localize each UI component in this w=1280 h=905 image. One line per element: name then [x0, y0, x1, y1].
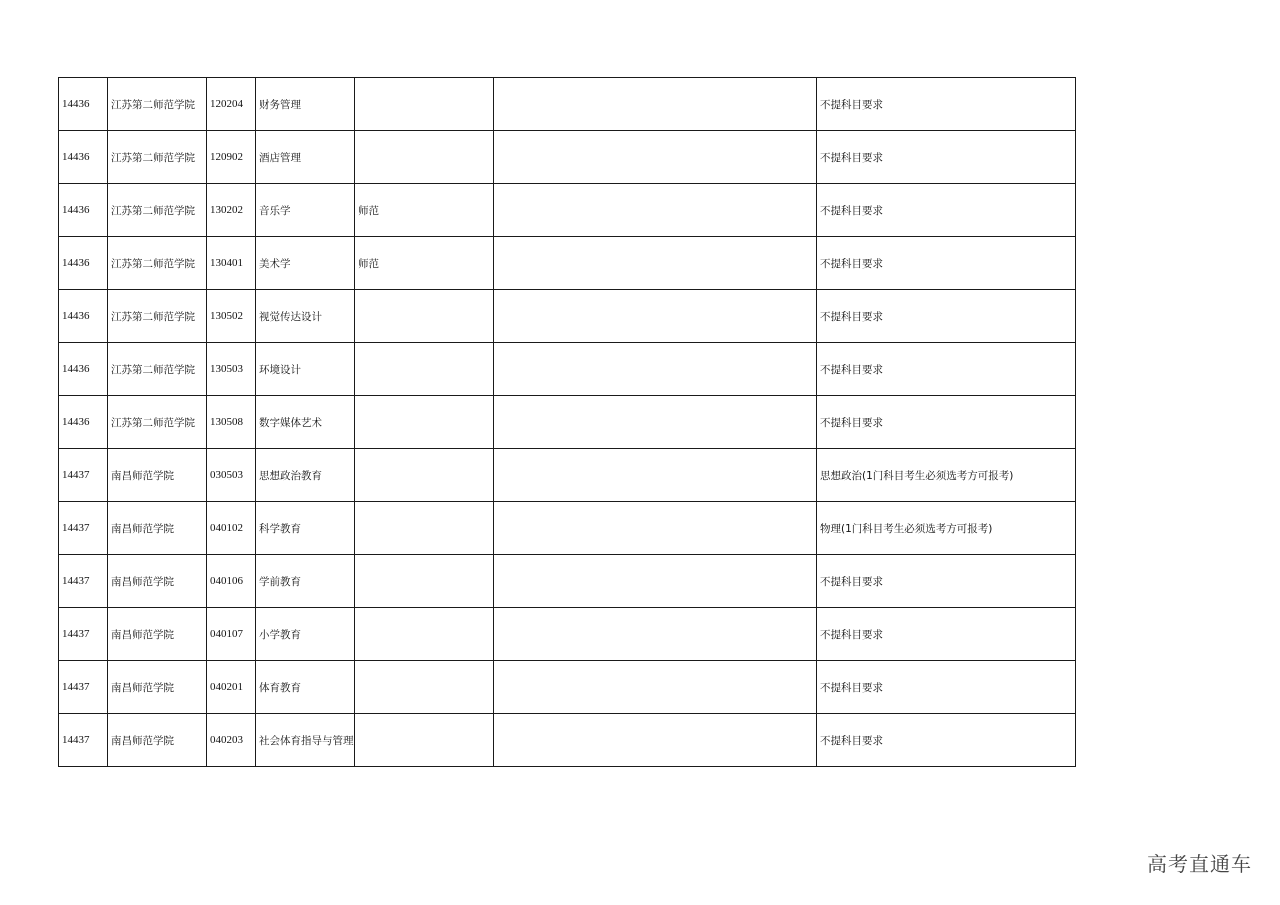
note-cell: [494, 502, 817, 555]
subject-requirement-cell: 不提科目要求: [817, 78, 1076, 131]
school-name-cell: 江苏第二师范学院: [108, 131, 207, 184]
table-row: [59, 396, 1076, 449]
table-row: [59, 555, 1076, 608]
major-type-cell: [355, 449, 494, 502]
school-name-cell: 江苏第二师范学院: [108, 78, 207, 131]
major-name-cell: 美术学: [256, 237, 355, 290]
table-row: [59, 237, 1076, 290]
major-type-cell: [355, 78, 494, 131]
subject-requirement-cell: 不提科目要求: [817, 661, 1076, 714]
school-code-cell: 14436: [59, 237, 108, 290]
school-name-cell: 南昌师范学院: [108, 661, 207, 714]
major-name-cell: 体育教育: [256, 661, 355, 714]
table-body: [59, 78, 1076, 767]
major-code-cell: 040203: [207, 714, 256, 767]
subject-requirement-cell: 不提科目要求: [817, 131, 1076, 184]
school-code-cell: 14436: [59, 184, 108, 237]
major-type-cell: [355, 714, 494, 767]
major-type-cell: [355, 396, 494, 449]
school-name-cell: 江苏第二师范学院: [108, 396, 207, 449]
school-code-cell: 14437: [59, 661, 108, 714]
major-name-cell: 社会体育指导与管理: [256, 714, 355, 767]
subject-requirement-cell: 思想政治(1门科目考生必须选考方可报考): [817, 449, 1076, 502]
major-type-cell: [355, 131, 494, 184]
major-code-cell: 040102: [207, 502, 256, 555]
school-name-cell: 南昌师范学院: [108, 608, 207, 661]
note-cell: [494, 661, 817, 714]
note-cell: [494, 343, 817, 396]
major-name-cell: 音乐学: [256, 184, 355, 237]
school-name-cell: 江苏第二师范学院: [108, 290, 207, 343]
note-cell: [494, 78, 817, 131]
major-name-cell: 学前教育: [256, 555, 355, 608]
major-code-cell: 130502: [207, 290, 256, 343]
major-code-cell: 040201: [207, 661, 256, 714]
major-type-cell: [355, 502, 494, 555]
subject-requirement-cell: 不提科目要求: [817, 608, 1076, 661]
table-row: [59, 290, 1076, 343]
school-code-cell: 14437: [59, 502, 108, 555]
table-row: [59, 502, 1076, 555]
school-code-cell: 14436: [59, 290, 108, 343]
school-name-cell: 南昌师范学院: [108, 502, 207, 555]
major-name-cell: 酒店管理: [256, 131, 355, 184]
school-code-cell: 14436: [59, 78, 108, 131]
major-type-cell: 师范: [355, 184, 494, 237]
note-cell: [494, 290, 817, 343]
table-row: [59, 184, 1076, 237]
subject-requirement-cell: 不提科目要求: [817, 237, 1076, 290]
major-code-cell: 120902: [207, 131, 256, 184]
major-type-cell: [355, 608, 494, 661]
major-code-cell: 030503: [207, 449, 256, 502]
note-cell: [494, 555, 817, 608]
table-row: [59, 449, 1076, 502]
table-row: [59, 608, 1076, 661]
major-code-cell: 130508: [207, 396, 256, 449]
major-type-cell: [355, 661, 494, 714]
major-name-cell: 科学教育: [256, 502, 355, 555]
major-code-cell: 130503: [207, 343, 256, 396]
watermark-text: 高考直通车: [1147, 852, 1252, 876]
major-code-cell: 130401: [207, 237, 256, 290]
school-name-cell: 江苏第二师范学院: [108, 237, 207, 290]
note-cell: [494, 237, 817, 290]
table-row: [59, 131, 1076, 184]
school-code-cell: 14436: [59, 343, 108, 396]
subject-requirement-cell: 不提科目要求: [817, 555, 1076, 608]
table-row: [59, 714, 1076, 767]
note-cell: [494, 608, 817, 661]
school-name-cell: 南昌师范学院: [108, 555, 207, 608]
school-code-cell: 14437: [59, 608, 108, 661]
school-name-cell: 江苏第二师范学院: [108, 343, 207, 396]
major-code-cell: 040106: [207, 555, 256, 608]
school-code-cell: 14437: [59, 555, 108, 608]
note-cell: [494, 396, 817, 449]
major-name-cell: 小学教育: [256, 608, 355, 661]
table-row: [59, 78, 1076, 131]
major-name-cell: 数字媒体艺术: [256, 396, 355, 449]
school-code-cell: 14436: [59, 396, 108, 449]
major-code-cell: 040107: [207, 608, 256, 661]
school-name-cell: 江苏第二师范学院: [108, 184, 207, 237]
subject-requirement-cell: 不提科目要求: [817, 714, 1076, 767]
major-type-cell: [355, 343, 494, 396]
school-name-cell: 南昌师范学院: [108, 449, 207, 502]
note-cell: [494, 714, 817, 767]
major-type-cell: [355, 290, 494, 343]
note-cell: [494, 184, 817, 237]
major-code-cell: 130202: [207, 184, 256, 237]
school-code-cell: 14436: [59, 131, 108, 184]
school-name-cell: 南昌师范学院: [108, 714, 207, 767]
enrollment-table: [58, 77, 1076, 767]
subject-requirement-cell: 不提科目要求: [817, 396, 1076, 449]
major-type-cell: [355, 555, 494, 608]
major-name-cell: 财务管理: [256, 78, 355, 131]
table-row: [59, 343, 1076, 396]
note-cell: [494, 449, 817, 502]
school-code-cell: 14437: [59, 714, 108, 767]
major-code-cell: 120204: [207, 78, 256, 131]
major-name-cell: 视觉传达设计: [256, 290, 355, 343]
subject-requirement-cell: 不提科目要求: [817, 184, 1076, 237]
major-name-cell: 环境设计: [256, 343, 355, 396]
school-code-cell: 14437: [59, 449, 108, 502]
subject-requirement-cell: 不提科目要求: [817, 290, 1076, 343]
subject-requirement-cell: 物理(1门科目考生必须选考方可报考): [817, 502, 1076, 555]
table-row: [59, 661, 1076, 714]
major-type-cell: 师范: [355, 237, 494, 290]
subject-requirement-cell: 不提科目要求: [817, 343, 1076, 396]
major-name-cell: 思想政治教育: [256, 449, 355, 502]
note-cell: [494, 131, 817, 184]
